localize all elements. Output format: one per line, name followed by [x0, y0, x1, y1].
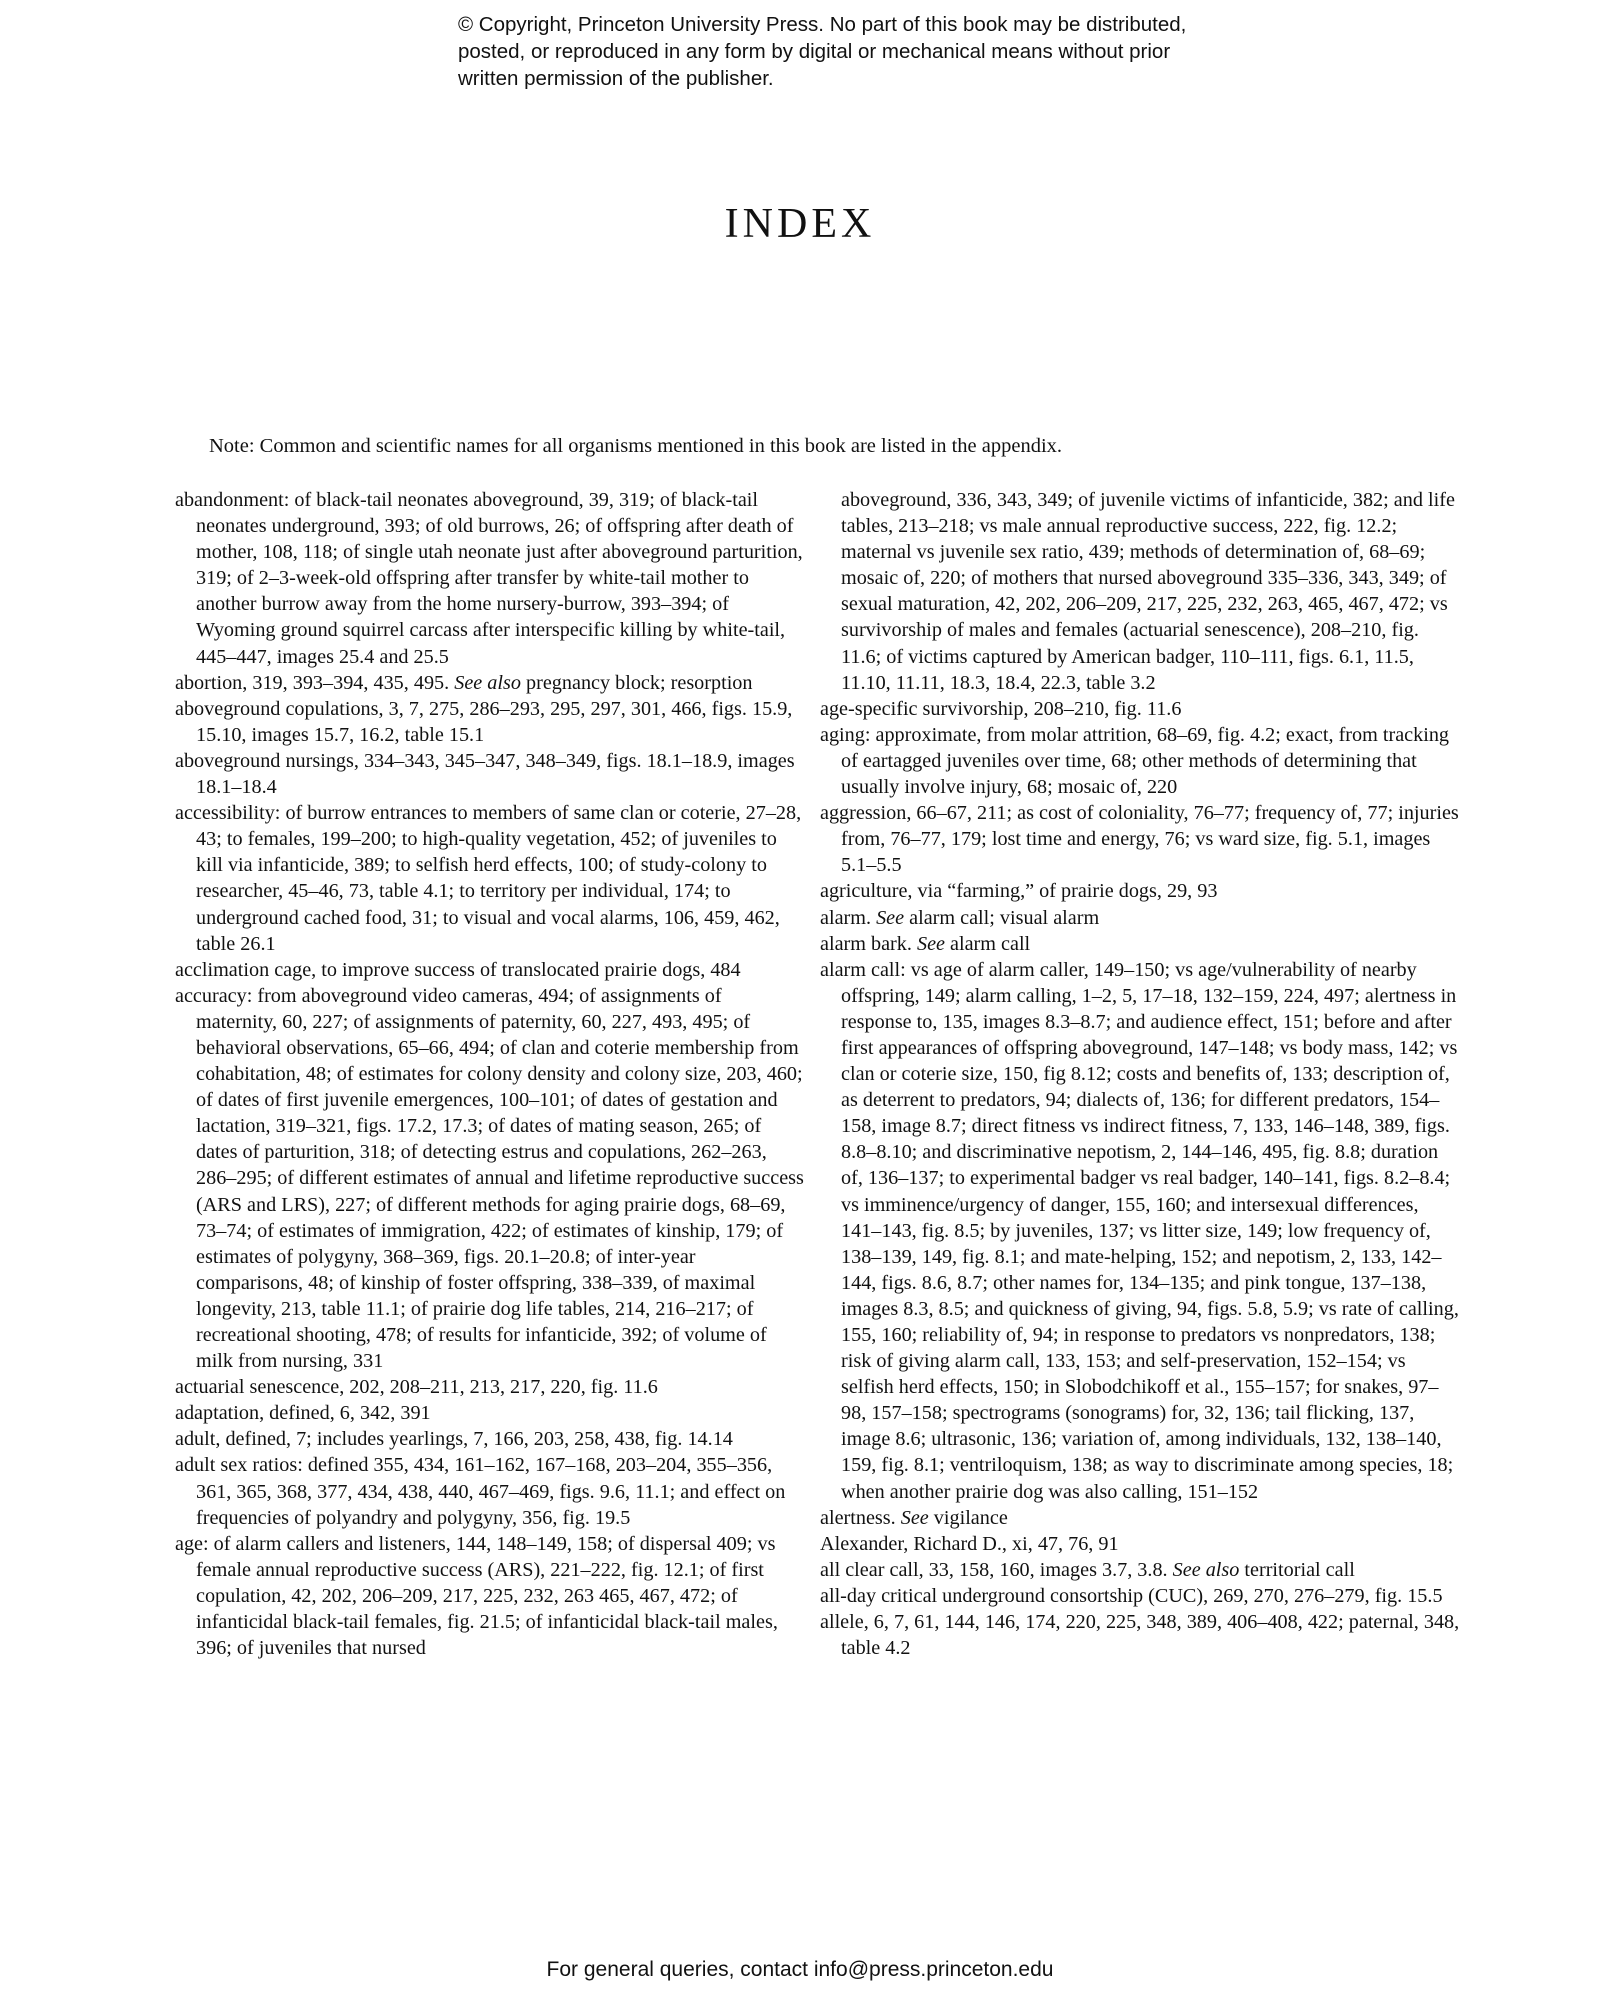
index-entry: [820, 800, 1460, 878]
index-entry-text: all-day critical underground consortship (CUC), 269, 270, 276–279, fig. 15.5: [820, 1584, 1443, 1607]
index-entry-text: aboveground copulations, 3, 7, 275, 286–293, 295, 297, 301, 466, figs. 15.9, 15.10, images 15.7, 16.2, table 15.1: [175, 697, 793, 746]
see-reference: See also: [1172, 1558, 1240, 1581]
index-entry-text: aboveground nursings, 334–343, 345–347, 348–349, figs. 18.1–18.9, images 18.1–18.4: [175, 749, 795, 799]
index-entry: [820, 957, 1460, 1505]
see-reference-target: vigilance: [928, 1506, 1008, 1529]
index-entry: [175, 1426, 805, 1452]
see-reference: See also: [454, 671, 521, 694]
index-note: Note: Common and scientific names for all organisms mentioned in this book are listed in the appendix.: [209, 435, 1063, 457]
index-entry-text: all clear call, 33, 158, 160, images 3.7, 3.8.: [820, 1558, 1173, 1581]
index-entry: [820, 696, 1460, 722]
index-entry: [820, 1609, 1460, 1661]
index-entry-text: actuarial senescence, 202, 208–211, 213, 217, 220, fig. 11.6: [175, 1376, 658, 1399]
index-entry: [820, 1505, 1460, 1531]
index-entry: [175, 800, 805, 957]
index-entry-text: accessibility: of burrow entrances to members of same clan or coterie, 27–28, 43; to females, 199–200; to high-quality vegetation, 452; of juveniles to kill via infanticide, 389; to selfish herd effects, 100; of study-colony to researcher, 45–46, 73, table 4.1; to territory per individual, 174; to underground cached food, 31; to visual and vocal alarms, 106, 459, 462, table 26.1: [175, 802, 802, 955]
index-entry-text: alarm.: [820, 906, 877, 929]
index-entry-text: adaptation, defined, 6, 342, 391: [175, 1402, 431, 1425]
index-entry-text: alarm bark.: [820, 932, 917, 955]
index-column-left: [175, 487, 805, 1661]
index-entry-text: abandonment: of black-tail neonates aboveground, 39, 319; of black-tail neonates underground, 393; of old burrows, 26; of offspring after death of mother, 108, 118; of single utah neonate just after aboveground parturition, 319; of 2–3-week-old offspring after transfer by white-tail mother to another burrow away from the home nursery-burrow, 393–394; of Wyoming ground squirrel carcass after interspecific killing by white-tail, 445–447, images 25.4 and 25.5: [175, 489, 803, 668]
index-entry: [820, 1531, 1460, 1557]
index-entry: [175, 1374, 805, 1400]
index-entry: [820, 487, 1460, 696]
index-entry: [820, 878, 1460, 904]
index-entry: [820, 722, 1460, 800]
see-reference-target: alarm call; visual alarm: [904, 906, 1100, 929]
index-entry-text: acclimation cage, to improve success of translocated prairie dogs, 484: [175, 958, 741, 981]
index-entry-text: abortion, 319, 393–394, 435, 495.: [175, 671, 455, 694]
index-entry-text: alertness.: [820, 1506, 901, 1529]
index-entry: [175, 1531, 805, 1661]
index-entry: [175, 983, 805, 1374]
index-entry-text: aggression, 66–67, 211; as cost of coloniality, 76–77; frequency of, 77; injuries from, 76–77, 179; lost time and energy, 76; vs ward size, fig. 5.1, images 5.1–5.5: [820, 802, 1459, 877]
index-entry-text: age-specific survivorship, 208–210, fig. 11.6: [820, 697, 1182, 720]
index-entry: [175, 1452, 805, 1530]
index-entry-text: age: of alarm callers and listeners, 144, 148–149, 158; of dispersal 409; vs female annual reproductive success (ARS), 221–222, fig. 12.1; of first copulation, 42, 202, 206–209, 217, 225, 232, 263 465, 467, 472; of infanticidal black-tail females, fig. 21.5; of infanticidal black-tail males, 396; of juveniles that nursed: [175, 1532, 778, 1660]
index-entry-text: adult sex ratios: defined 355, 434, 161–162, 167–168, 203–204, 355–356, 361, 365, 368, 377, 434, 438, 440, 467–469, figs. 9.6, 11.1; and effect on frequencies of polyandry and polygyny, 356, fig. 19.5: [175, 1454, 786, 1529]
index-entry-text: alarm call: vs age of alarm caller, 149–150; vs age/vulnerability of nearby offspring, 149; alarm calling, 1–2, 5, 17–18, 132–159, 224, 497; alertness in response to, 135, images 8.3–8.7; and audience effect, 151; before and after first appearances of offspring aboveground, 147–148; vs body mass, 142; vs clan or coterie size, 150, fig 8.12; costs and benefits of, 133; description of, as deterrent to predators, 94; dialects of, 136; for different predators, 154–158, image 8.7; direct fitness vs indirect fitness, 7, 133, 146–148, 389, figs. 8.8–8.10; and discriminative nepotism, 2, 144–146, 495, fig. 8.8; duration of, 136–137; to experimental badger vs real badger, 140–141, figs. 8.2–8.4; vs imminence/urgency of danger, 155, 160; and intersexual differences, 141–143, fig. 8.5; by juveniles, 137; vs litter size, 149; low frequency of, 138–139, 149, fig. 8.1; and mate-helping, 152; and nepotism, 2, 133, 142–144, figs. 8.6, 8.7; other names for, 134–135; and pink tongue, 137–138, images 8.3, 8.5; and quickness of giving, 94, figs. 5.8, 5.9; vs rate of calling, 155, 160; reliability of, 94; in response to predators vs nonpredators, 138; risk of giving alarm call, 133, 153; and self-preservation, 152–154; vs selfish herd effects, 150; in Slobodchikoff et al., 155–157; for snakes, 97–98, 157–158; spectrograms (sonograms) for, 32, 136; tail flicking, 137, image 8.6; ultrasonic, 136; variation of, among individuals, 132, 138–140, 159, fig. 8.1; ventriloquism, 138; as way to discriminate among species, 18; when another prairie dog was also calling, 151–152: [820, 958, 1459, 1503]
index-column-right: [820, 487, 1460, 1661]
index-entry: [820, 905, 1460, 931]
index-entry: [820, 1583, 1460, 1609]
index-entry-text: allele, 6, 7, 61, 144, 146, 174, 220, 225, 348, 389, 406–408, 422; paternal, 348, table 4.2: [820, 1611, 1460, 1660]
see-reference: See: [916, 932, 945, 955]
index-entry: [820, 1557, 1460, 1583]
see-reference-target: pregnancy block; resorption: [520, 671, 753, 694]
see-reference: See: [900, 1506, 929, 1529]
index-entry-text: accuracy: from aboveground video cameras, 494; of assignments of maternity, 60, 227; of assignments of paternity, 60, 227, 493, 495; of behavioral observations, 65–66, 494; of clan and coterie membership from cohabitation, 48; of estimates for colony density and colony size, 203, 460; of dates of first juvenile emergences, 100–101; of dates of gestation and lactation, 319–321, figs. 17.2, 17.3; of dates of mating season, 265; of dates of parturition, 318; of detecting estrus and copulations, 262–263, 286–295; of different estimates of annual and lifetime reproductive success (ARS and LRS), 227; of different methods for aging prairie dogs, 68–69, 73–74; of estimates of immigration, 422; of estimates of kinship, 179; of estimates of polygyny, 368–369, figs. 20.1–20.8; of inter-year comparisons, 48; of kinship of foster offspring, 338–339, of maximal longevity, 213, table 11.1; of prairie dog life tables, 214, 216–217; of recreational shooting, 478; of results for infanticide, 392; of volume of milk from nursing, 331: [175, 984, 804, 1373]
index-entry: [175, 670, 805, 696]
see-reference: See: [876, 906, 905, 929]
index-entry: [175, 1400, 805, 1426]
index-entry: [175, 487, 805, 670]
index-entry: [175, 957, 805, 983]
see-reference-target: territorial call: [1239, 1558, 1355, 1581]
copyright-notice: © Copyright, Princeton University Press. No part of this book may be distributed, posted, or reproduced in any form by digital or mechanical means without prior written permission of the publisher.: [458, 13, 1187, 90]
see-reference-target: alarm call: [944, 932, 1031, 955]
index-entry: [175, 748, 805, 800]
footer-contact: For general queries, contact info@press.princeton.edu: [546, 1958, 1054, 1981]
index-entry-text: agriculture, via “farming,” of prairie dogs, 29, 93: [820, 880, 1218, 903]
page-title: INDEX: [724, 201, 876, 247]
index-entry: [175, 696, 805, 748]
index-entry: [820, 931, 1460, 957]
index-entry-text: aging: approximate, from molar attrition, 68–69, fig. 4.2; exact, from tracking of eartagged juveniles over time, 68; other methods of determining that usually involve injury, 68; mosaic of, 220: [820, 723, 1450, 799]
index-entry-text: Alexander, Richard D., xi, 47, 76, 91: [820, 1532, 1119, 1555]
index-entry-text: adult, defined, 7; includes yearlings, 7, 166, 203, 258, 438, fig. 14.14: [175, 1428, 733, 1451]
index-entry-text: aboveground, 336, 343, 349; of juvenile victims of infanticide, 382; and life tables, 213–218; vs male annual reproductive success, 222, fig. 12.2; maternal vs juvenile sex ratio, 439; methods of determination of, 68–69; mosaic of, 220; of mothers that nursed aboveground 335–336, 343, 349; of sexual maturation, 42, 202, 206–209, 217, 225, 232, 263, 465, 467, 472; vs survivorship of males and females (actuarial senescence), 208–210, fig. 11.6; of victims captured by American badger, 110–111, figs. 6.1, 11.5, 11.10, 11.11, 18.3, 18.4, 22.3, table 3.2: [841, 489, 1455, 694]
